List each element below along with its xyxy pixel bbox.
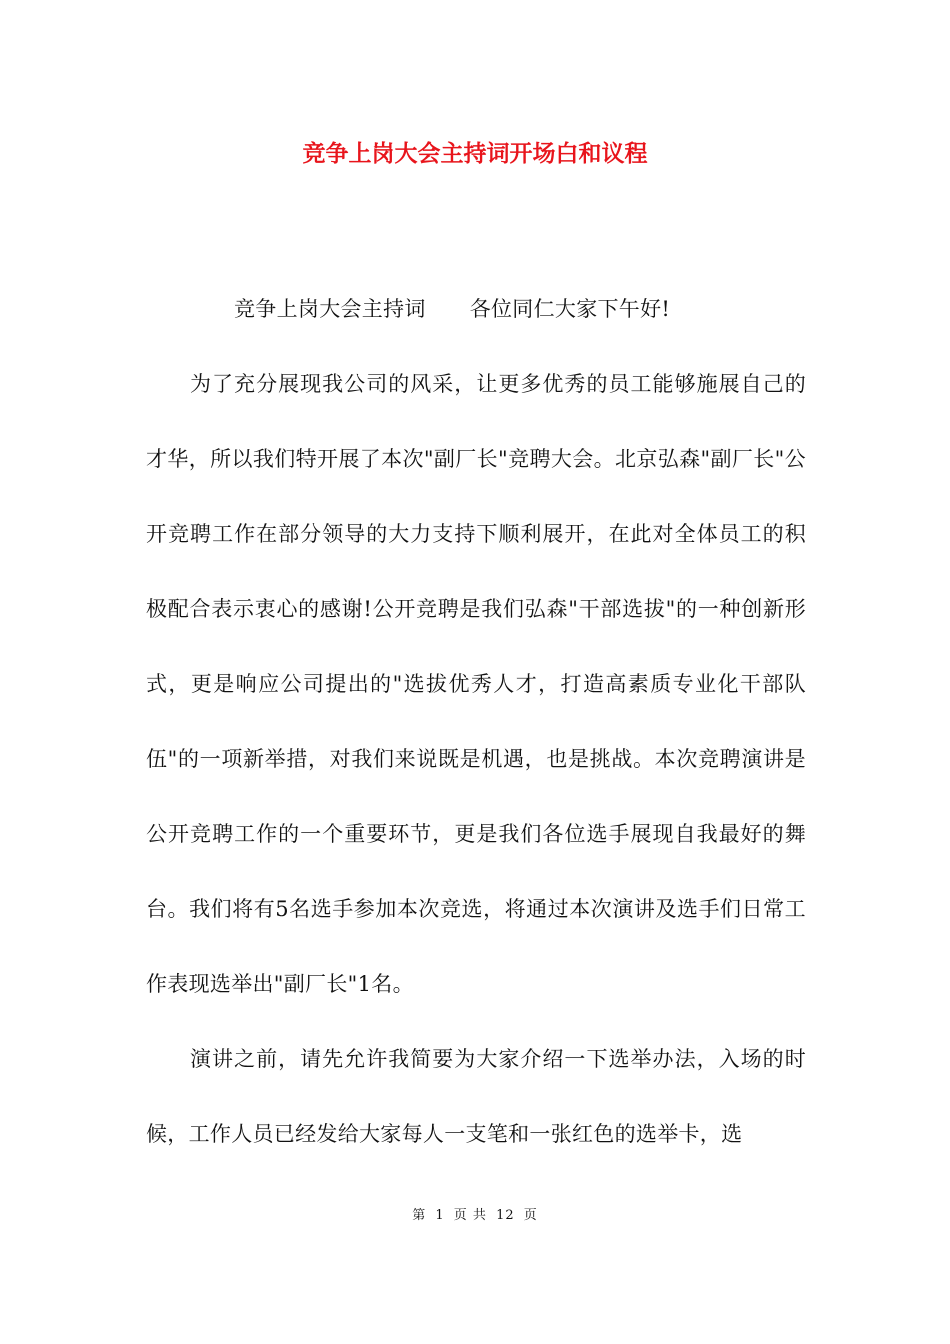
intro-line [234,272,806,347]
intro-heading: 竞争上岗大会主持词 [234,297,426,321]
intro-greeting: 各位同仁大家下午好! [469,297,671,321]
document-title: 竞争上岗大会主持词开场白和议程 [302,141,648,167]
document-body [146,272,806,1172]
footer-prefix: 第 [412,1208,427,1223]
page-footer [0,1206,950,1226]
footer-suffix: 页 [523,1208,538,1223]
paragraph-1: 为了充分展现我公司的风采，让更多优秀的员工能够施展自己的才华，所以我们特开展了本次"副厂长"竞聘大会。北京弘森"副厂长"公开竞聘工作在部分领导的大力支持下顺利展开，在此对全体员工的积极配合表示衷心的感谢!公开竞聘是我们弘森"干部选拔"的一种创新形式，更是响应公司提出的"选拔优秀人才，打造高素质专业化干部队伍"的一项新举措，对我们来说既是机遇，也是挑战。本次竞聘演讲是公开竞聘工作的一个重要环节，更是我们各位选手展现自我最好的舞台。我们将有5名选手参加本次竞选，将通过本次演讲及选手们日常工作表现选举出"副厂长"1名。 [146,372,806,996]
footer-total-pages: 12 [496,1208,515,1223]
paragraph-2: 演讲之前，请先允许我简要为大家介绍一下选举办法，入场的时候，工作人员已经发给大家每人一支笔和一张红色的选举卡，选 [146,1047,806,1146]
footer-mid: 页 共 [453,1208,487,1223]
footer-current-page: 1 [435,1208,445,1223]
